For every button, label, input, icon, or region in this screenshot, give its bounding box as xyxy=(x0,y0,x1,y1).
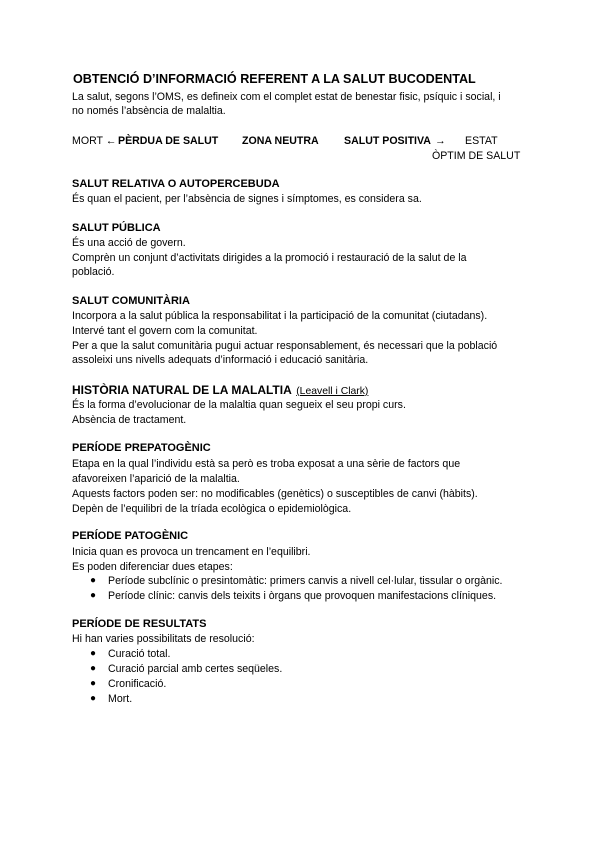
heading-patogenic: PERÍODE PATOGÈNIC xyxy=(72,530,189,542)
patogenic-bullet-1: Període subclínic o presintomàtic: primers canvis a nivell cel·lular, tissular o orgànic. xyxy=(108,575,503,587)
historia-line-2: Absència de tractament. xyxy=(72,414,187,426)
scale-mort: MORT ← xyxy=(72,135,117,147)
comunitaria-line-2: Intervé tant el govern com la comunitat. xyxy=(72,325,258,337)
resultats-bullet-1: Curació total. xyxy=(108,648,171,660)
historia-line-1: És la forma d’evolucionar de la malaltia quan segueix el seu propi curs. xyxy=(72,399,406,411)
bullet-dot: ● xyxy=(90,693,97,704)
heading-salut-relativa: SALUT RELATIVA O AUTOPERCEBUDA xyxy=(72,178,280,190)
scale-estat: ESTAT xyxy=(465,135,498,147)
heading-salut-publica: SALUT PÚBLICA xyxy=(72,222,161,234)
intro-line-1: La salut, segons l’OMS, es defineix com el complet estat de benestar fisic, psíquic i social, i xyxy=(72,91,501,103)
publica-line-1: És una acció de govern. xyxy=(72,237,186,249)
heading-resultats: PERÍODE DE RESULTATS xyxy=(72,618,207,630)
scale-optim: ÒPTIM DE SALUT xyxy=(432,150,521,162)
prepatogenic-line-1: Etapa en la qual l’individu està sa però es troba exposat a una sèrie de factors que xyxy=(72,458,461,470)
heading-salut-comunitaria: SALUT COMUNITÀRIA xyxy=(72,295,190,307)
resultats-bullet-3: Cronificació. xyxy=(108,678,167,690)
bullet-dot: ● xyxy=(90,663,97,674)
resultats-bullet-4: Mort. xyxy=(108,693,133,705)
patogenic-line-2: Es poden diferenciar dues etapes: xyxy=(72,561,233,573)
scale-perdua: PÈRDUA DE SALUT xyxy=(118,135,219,147)
intro-line-2: no només l’absència de malaltia. xyxy=(72,105,226,117)
comunitaria-line-1: Incorpora a la salut pública la responsabilitat i la participació de la comunitat (ciutadans). xyxy=(72,310,488,322)
scale-salut-positiva: SALUT POSITIVA xyxy=(344,135,431,147)
heading-historia-natural: HISTÒRIA NATURAL DE LA MALALTIA xyxy=(72,383,292,397)
patogenic-bullet-2: Període clínic: canvis dels teixits i òrgans que provoquen manifestacions clíniques. xyxy=(108,590,497,602)
comunitaria-line-4: assoleixi uns nivells adequats d’informació i educació sanitària. xyxy=(72,354,369,366)
bullet-dot: ● xyxy=(90,590,97,601)
leavell-clark-link[interactable]: (Leavell i Clark) xyxy=(296,386,369,397)
heading-prepatogenic: PERÍODE PREPATOGÈNIC xyxy=(72,442,211,454)
scale-zona-neutra: ZONA NEUTRA xyxy=(242,135,319,147)
prepatogenic-line-3: Aquests factors poden ser: no modificables (genètics) o susceptibles de canvi (hàbits). xyxy=(72,488,478,500)
heading-historia-row xyxy=(72,381,368,399)
comunitaria-line-3: Per a que la salut comunitària pugui actuar responsablement, és necessari que la població xyxy=(72,340,498,352)
document-title: OBTENCIÓ D’INFORMACIÓ REFERENT A LA SALUT BUCODENTAL xyxy=(73,72,476,86)
prepatogenic-line-2: afavoreixen l’aparició de la malaltia. xyxy=(72,473,240,485)
patogenic-line-1: Inicia quan es provoca un trencament en l’equilibri. xyxy=(72,546,311,558)
scale-arrow: → xyxy=(435,135,446,147)
resultats-line-1: Hi han varies possibilitats de resolució: xyxy=(72,633,255,645)
resultats-bullet-2: Curació parcial amb certes seqüeles. xyxy=(108,663,283,675)
bullet-dot: ● xyxy=(90,678,97,689)
bullet-dot: ● xyxy=(90,575,97,586)
publica-line-2: Comprèn un conjunt d’activitats dirigides a la promoció i restauració de la salut de la xyxy=(72,252,467,264)
relativa-line-1: És quan el pacient, per l’absència de signes i símptomes, es considera sa. xyxy=(72,193,422,205)
publica-line-3: població. xyxy=(72,266,115,278)
bullet-dot: ● xyxy=(90,648,97,659)
prepatogenic-line-4: Depèn de l’equilibri de la tríada ecològica o epidemiològica. xyxy=(72,503,352,515)
